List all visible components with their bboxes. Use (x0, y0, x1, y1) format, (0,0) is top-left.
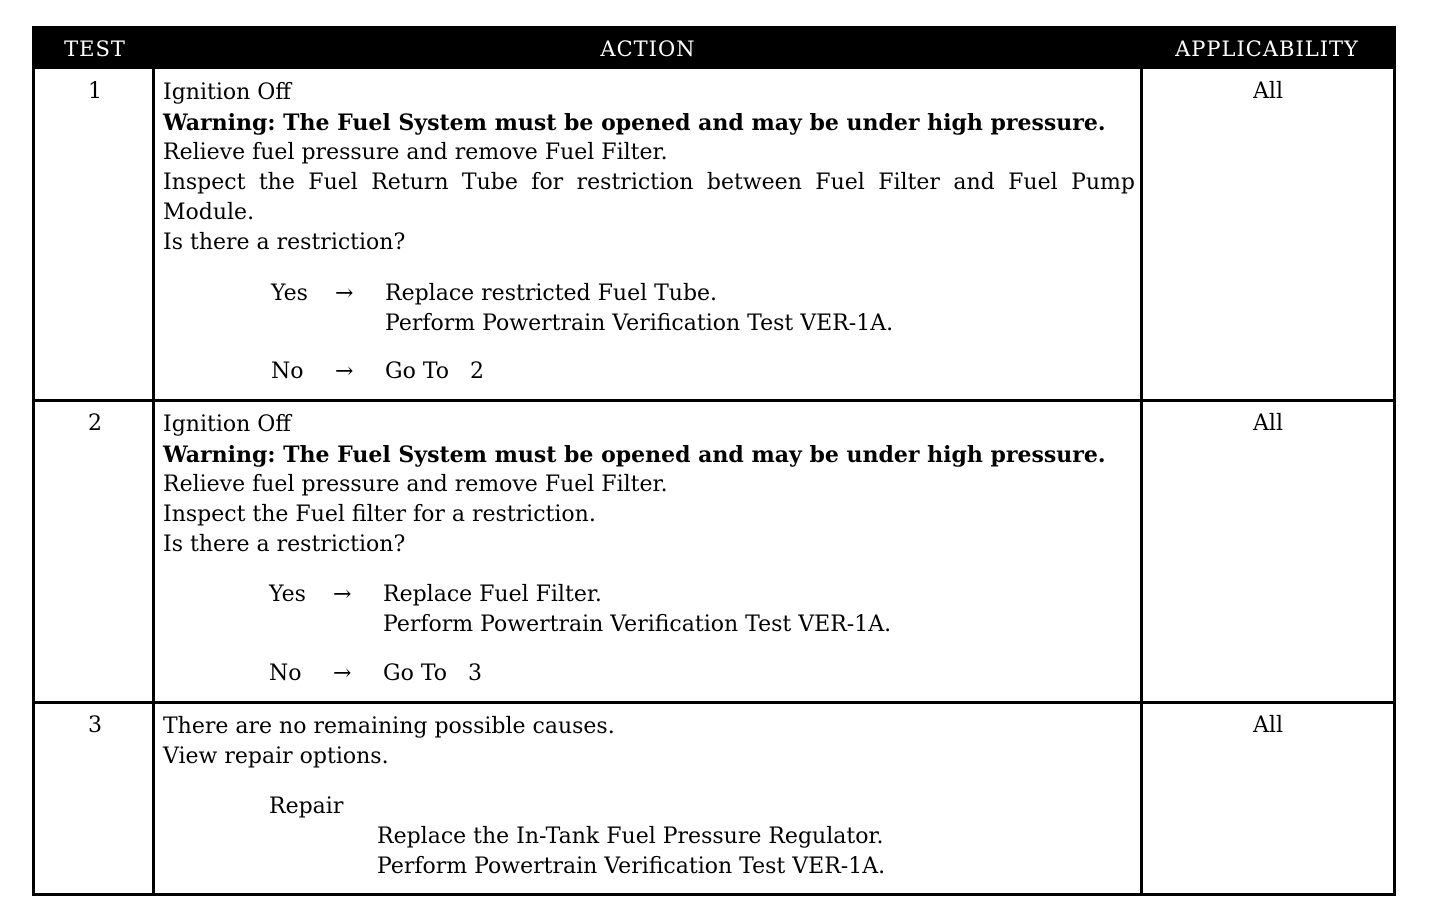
repair-action: Perform Powertrain Verification Test VER-1A. (377, 854, 886, 879)
yes-action: Perform Powertrain Verification Test VER-1A. (383, 612, 892, 637)
action-text (163, 410, 1135, 560)
repair-label: Repair (269, 794, 344, 819)
arrow-icon: → (333, 582, 352, 607)
repair-action: Replace the In-Tank Fuel Pressure Regulator. (377, 824, 884, 849)
row-divider (35, 399, 1393, 402)
test-number: 2 (88, 411, 102, 436)
arrow-icon: → (335, 359, 354, 384)
no-label: No (271, 359, 304, 384)
action-line: There are no remaining possible causes. (163, 714, 615, 739)
action-text (163, 712, 1135, 772)
no-action: Go To 2 (385, 359, 484, 384)
diagnostic-table (32, 26, 1396, 896)
no-label: No (269, 661, 302, 686)
row-divider (35, 701, 1393, 704)
action-text (163, 78, 1135, 258)
column-divider (152, 69, 155, 893)
arrow-icon: → (333, 661, 352, 686)
warning-line: Warning: The Fuel System must be opened and may be under high pressure. (163, 110, 1106, 136)
action-line: Ignition Off (163, 412, 291, 437)
action-line: Is there a restriction? (163, 532, 406, 557)
table-header (35, 29, 1393, 69)
applicability-value: All (1253, 411, 1283, 436)
action-line: Inspect the Fuel filter for a restriction. (163, 502, 596, 527)
no-action: Go To 3 (383, 661, 482, 686)
yes-action: Replace Fuel Filter. (383, 582, 602, 607)
header-applicability: APPLICABILITY (1175, 37, 1359, 61)
header-action: ACTION (600, 37, 696, 61)
action-line: Inspect the Fuel Return Tube for restriction between Fuel Filter and Fuel Pump Module. (163, 170, 1135, 225)
yes-action: Replace restricted Fuel Tube. (385, 281, 718, 306)
yes-label: Yes (269, 582, 306, 607)
action-line: Relieve fuel pressure and remove Fuel Filter. (163, 140, 668, 165)
action-line: Ignition Off (163, 80, 291, 105)
action-line: View repair options. (163, 744, 389, 769)
arrow-icon: → (335, 281, 354, 306)
yes-label: Yes (271, 281, 308, 306)
column-divider (1140, 69, 1143, 893)
test-number: 1 (88, 79, 102, 104)
test-number: 3 (88, 713, 102, 738)
action-line: Is there a restriction? (163, 230, 406, 255)
applicability-value: All (1253, 713, 1283, 738)
header-test: TEST (64, 37, 126, 61)
action-line: Relieve fuel pressure and remove Fuel Filter. (163, 472, 668, 497)
applicability-value: All (1253, 79, 1283, 104)
warning-line: Warning: The Fuel System must be opened and may be under high pressure. (163, 442, 1106, 468)
yes-action: Perform Powertrain Verification Test VER-1A. (385, 311, 894, 336)
